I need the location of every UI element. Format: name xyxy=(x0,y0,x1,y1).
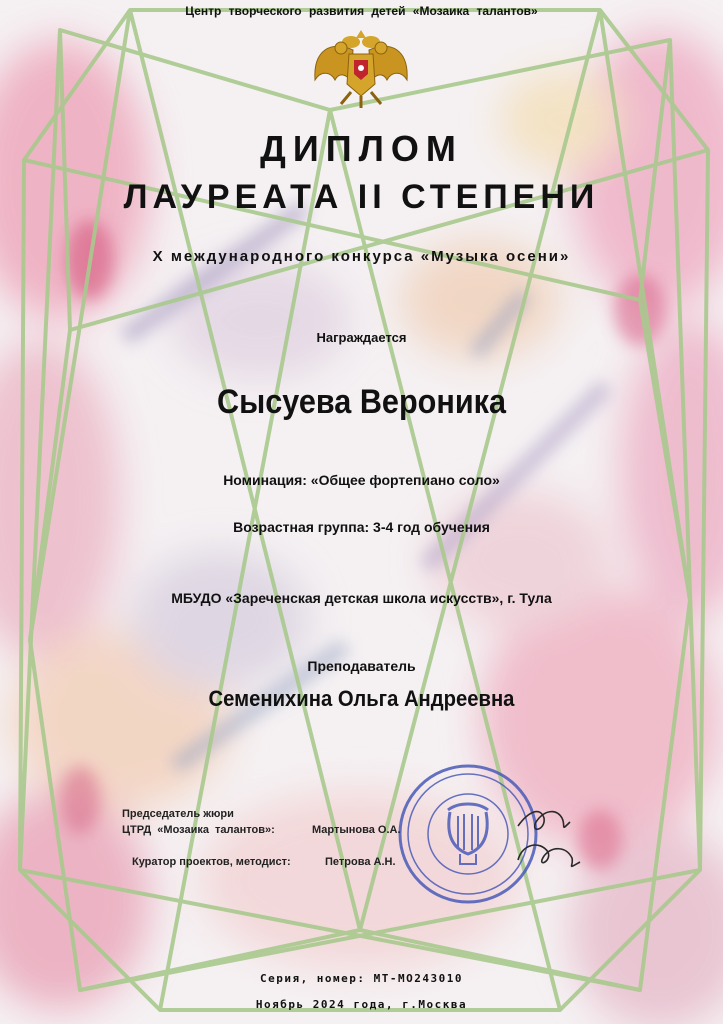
chair-name: Мартынова О.А. xyxy=(312,824,401,836)
teacher-name: Семенихина Ольга Андреевна xyxy=(208,686,515,711)
teacher-label: Преподаватель xyxy=(307,658,416,674)
curator-label: Куратор проектов, методист: xyxy=(132,856,291,868)
diploma-title: ДИПЛОМ xyxy=(260,128,463,169)
age-group: Возрастная группа: 3-4 год обучения xyxy=(233,519,490,535)
nomination: Номинация: «Общее фортепиано соло» xyxy=(223,472,500,488)
contest-name: Х международного конкурса «Музыка осени» xyxy=(152,248,571,265)
school-name: МБУДО «Зареченская детская школа искусств», г. Тула xyxy=(171,590,552,606)
curator-name: Петрова А.Н. xyxy=(325,856,396,868)
organization-name: Центр творческого развития детей «Мозаика талантов» xyxy=(185,4,538,18)
diploma-degree: ЛАУРЕАТА II СТЕПЕНИ xyxy=(123,178,600,216)
awarded-label: Награждается xyxy=(316,330,407,345)
issue-date: Ноябрь 2024 года, г.Москва xyxy=(255,998,468,1011)
recipient-name: Сысуева Вероника xyxy=(217,383,506,421)
chair-title: Председатель жюри xyxy=(122,808,234,820)
chair-organization: ЦТРД «Мозаика талантов»: xyxy=(122,824,275,836)
series-number: Серия, номер: MT-MO243010 xyxy=(259,972,464,985)
